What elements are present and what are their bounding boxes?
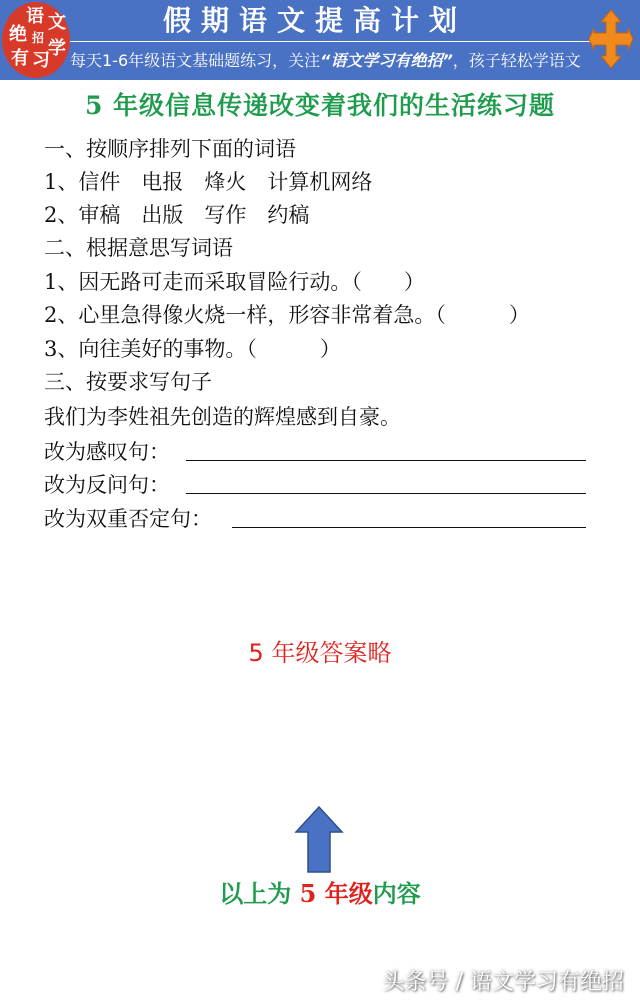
- rewrite-prompt: 改为双重否定句：: [44, 507, 212, 531]
- logo-char: 语: [26, 6, 44, 27]
- question-item: 2、审稿 出版 写作 约稿: [44, 203, 310, 227]
- footer-prefix: 以上为: [219, 879, 300, 908]
- banner-subtitle: [70, 46, 588, 76]
- footer-grade: 5 年级: [299, 879, 373, 908]
- section-heading: 三、按要求写句子: [44, 370, 212, 394]
- logo-char: 有: [11, 48, 29, 69]
- banner-divider: [70, 41, 630, 42]
- question-item: 3、向往美好的事物。（ ）: [44, 337, 341, 361]
- answer-blank: [232, 527, 586, 528]
- footer-suffix: 内容: [372, 879, 421, 908]
- document-title: 5 年级信息传递改变着我们的生活练习题: [84, 91, 556, 120]
- brand-logo: [2, 2, 70, 78]
- subtitle-prefix: 每天1-6年级语文基础题练习，关注: [70, 51, 321, 70]
- footer-note: [0, 874, 640, 914]
- question-item: 2、心里急得像火烧一样，形容非常着急。（ ）: [44, 303, 530, 327]
- source-sentence: 我们为李姓祖先创造的辉煌感到自豪。: [44, 405, 401, 429]
- answers-note: 5 年级答案略: [248, 639, 392, 667]
- logo-char: 学: [48, 38, 66, 59]
- section-heading: 二、根据意思写词语: [44, 236, 233, 260]
- logo-char: 招: [32, 31, 45, 45]
- question-item: 1、信件 电报 烽火 计算机网络: [44, 170, 373, 194]
- subtitle-highlight: “语文学习有绝招”: [320, 51, 453, 70]
- question-item: 1、因无路可走而采取冒险行动。（ ）: [44, 270, 425, 294]
- section-heading: 一、按顺序排列下面的词语: [44, 137, 296, 161]
- rewrite-prompt: 改为感叹句：: [44, 440, 170, 464]
- four-direction-arrows-icon: [588, 8, 634, 70]
- logo-char: 文: [48, 12, 66, 33]
- logo-char: 习: [32, 50, 50, 71]
- banner-title: 假期语文提高计划: [162, 4, 467, 37]
- answer-blank: [186, 493, 586, 494]
- header-banner: [0, 0, 640, 80]
- subtitle-suffix: ，孩子轻松学语文: [452, 51, 581, 70]
- answer-blank: [186, 460, 586, 461]
- watermark: 头条号 / 语文学习有绝招: [382, 970, 624, 995]
- logo-char: 绝: [9, 24, 27, 45]
- rewrite-prompt: 改为反问句：: [44, 473, 170, 497]
- up-arrow-icon: [294, 806, 344, 874]
